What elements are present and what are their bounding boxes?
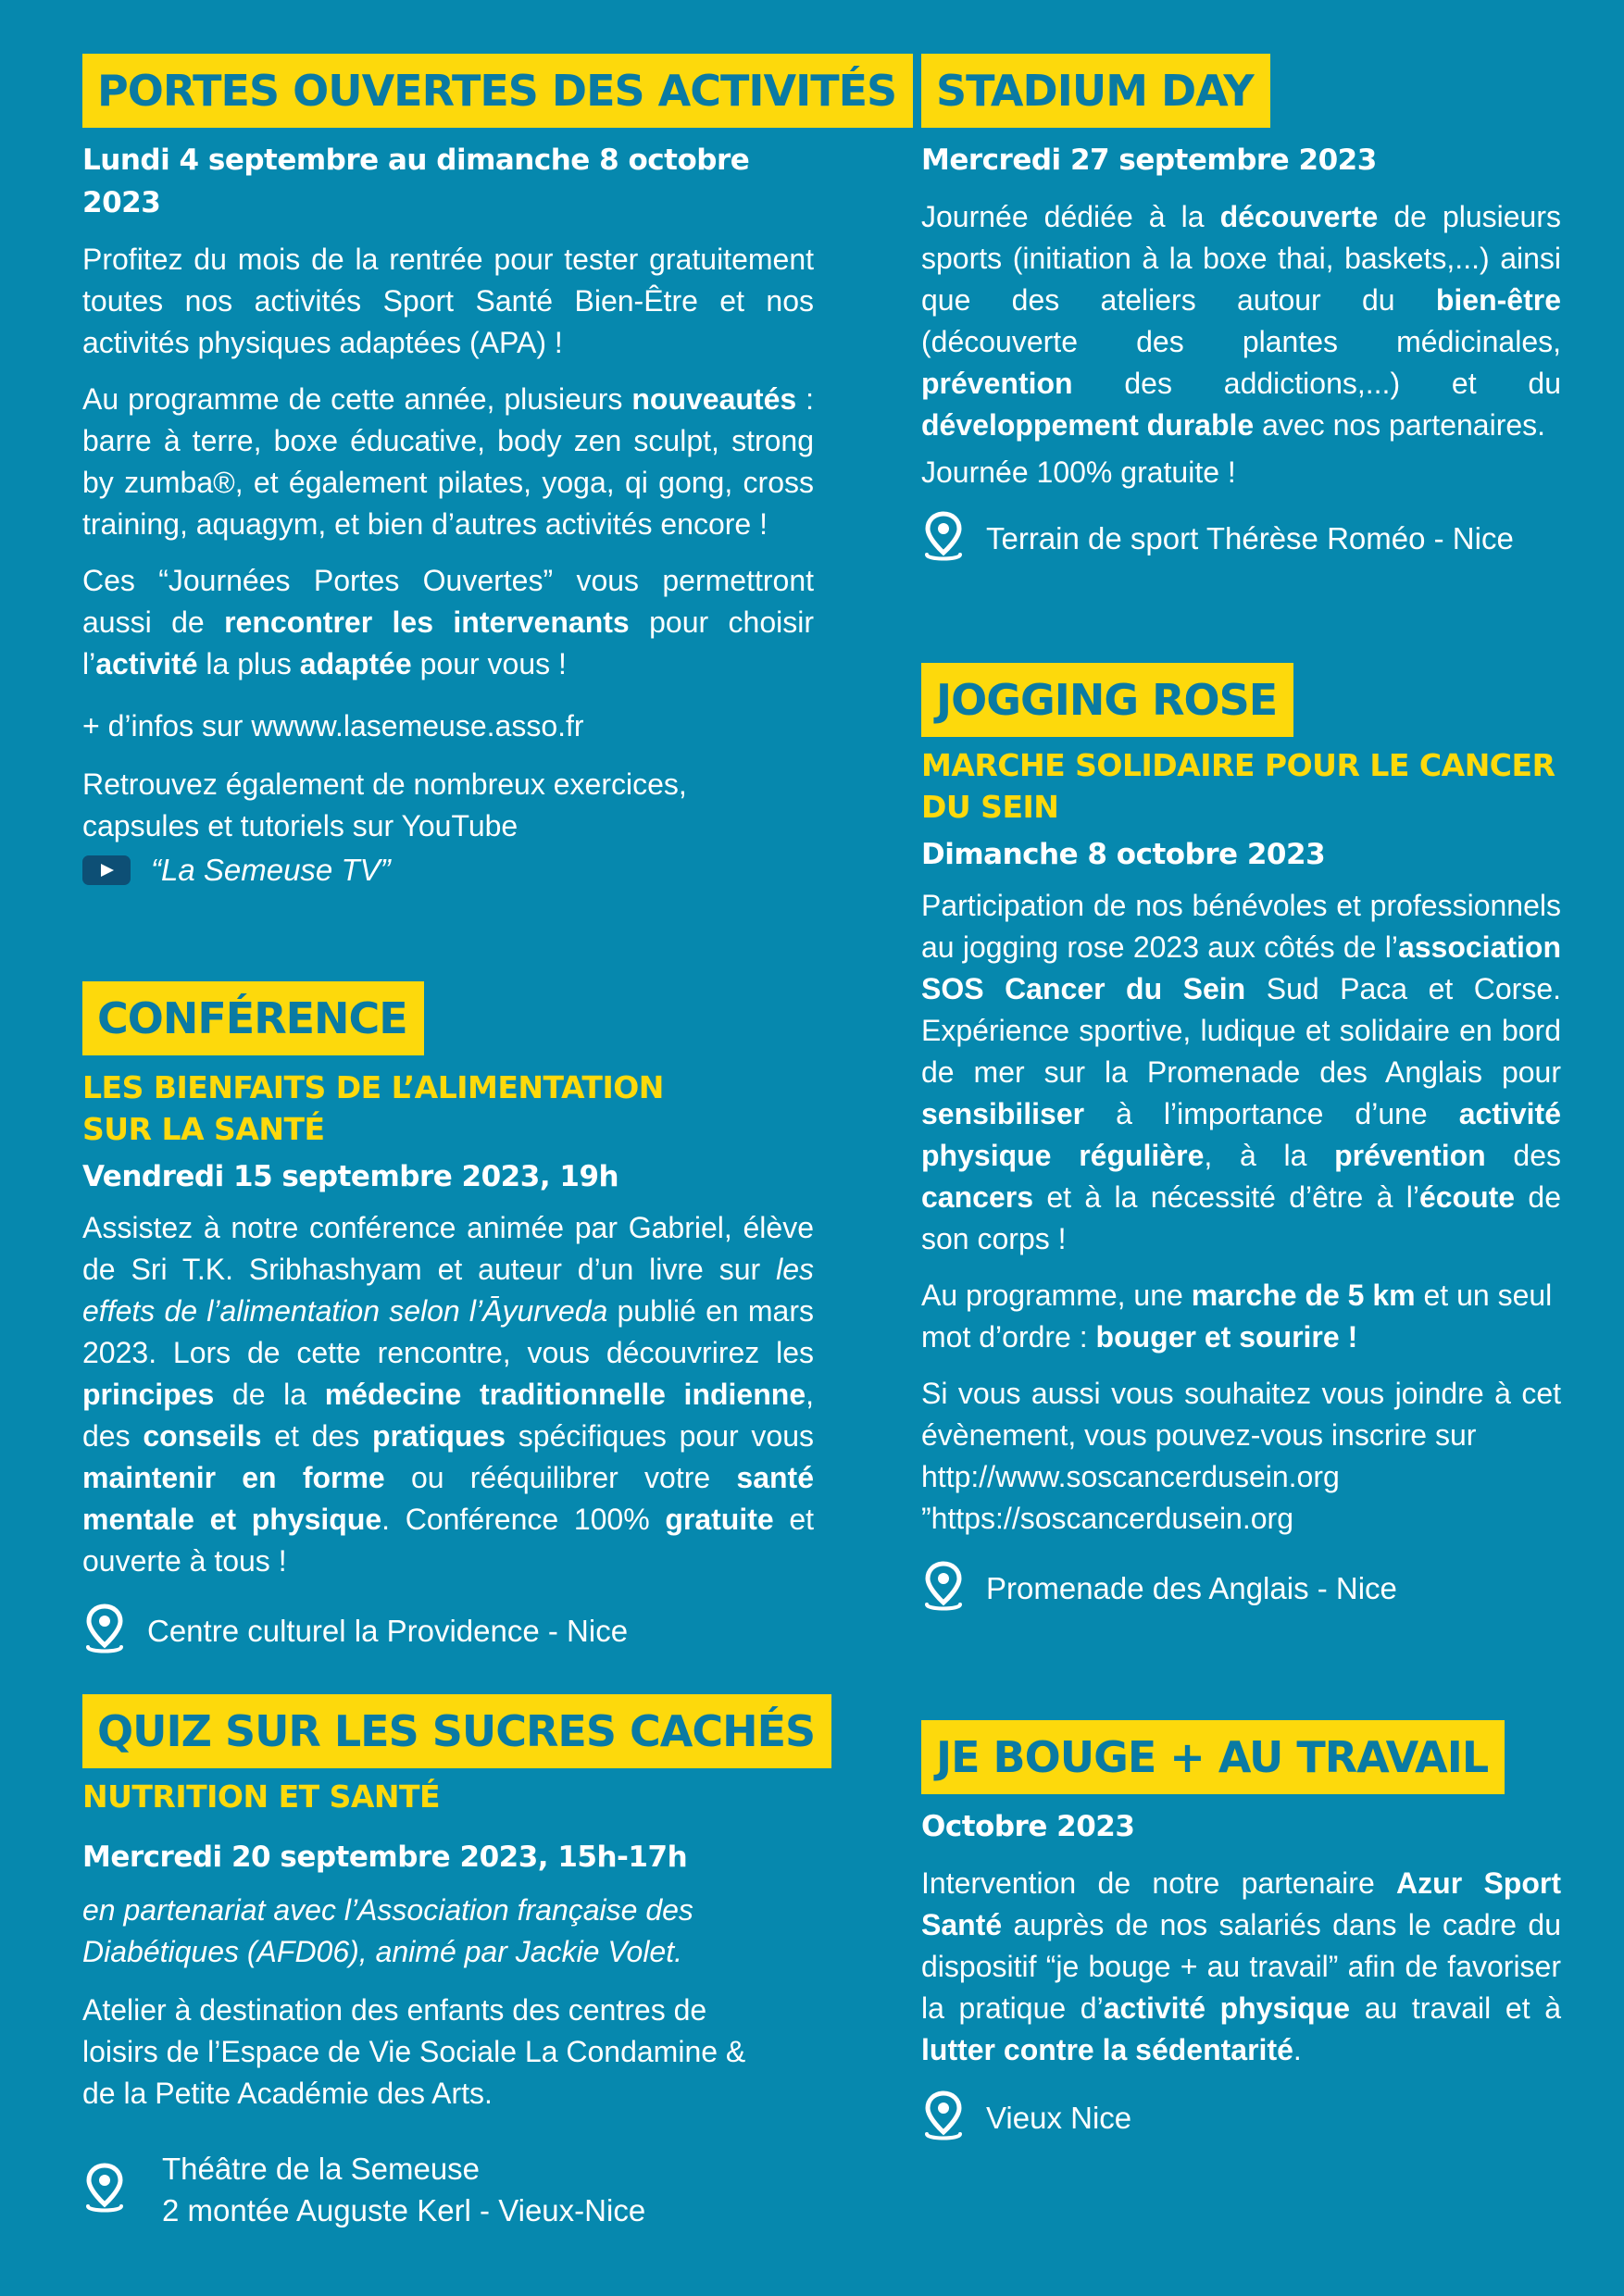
youtube-channel-name: “La Semeuse TV” xyxy=(151,853,391,887)
conference-paragraph: Assistez à notre conférence animée par Gabriel, élève de Sri T.K. Sribhashyam et auteur d’un livre sur les effets de l’alimentation selon l’Āyurveda publié en mars 2023. Lors de cette rencontre, vous découvrirez les principes de la médecine traditionnelle indienne, des conseils et des pratiques spécifiques pour vous maintenir en forme ou rééquilibrer votre santé mentale et physique. Conférence 100% gratuite et ouverte à tous ! xyxy=(82,1211,815,1578)
location-text: Vieux Nice xyxy=(986,2100,1132,2135)
youtube-play-icon xyxy=(82,855,131,885)
website-info-link[interactable]: + d’infos sur wwww.lasemeuse.asso.fr xyxy=(82,709,584,742)
event-date: Mercredi 27 septembre 2023 xyxy=(921,144,1377,177)
stadium-paragraph: Journée dédiée à la découverte de plusieurs sports (initiation à la boxe thai, baskets,...) ainsi que des ateliers autour du bien-être (découverte des plantes médicinales, prévention des addictions,...) et du développement durable avec nos partenaires. xyxy=(921,200,1562,442)
event-date: Mercredi 20 septembre 2023, 15h-17h xyxy=(82,1841,688,1874)
section-subtitle: NUTRITION ET SANTÉ xyxy=(82,1778,441,1815)
jogging-paragraph: Participation de nos bénévoles et professionnels au jogging rose 2023 aux côtés de l’association SOS Cancer du Sein Sud Paca et Corse. Expérience sportive, ludique et solidaire en bord de mer sur la Promenade des Anglais pour sensibiliser à l’importance d’une activité physique régulière, à la prévention des cancers et à la nécessité d’être à l’écoute de son corps ! xyxy=(921,889,1562,1255)
section-subtitle: LES BIENFAITS DE L’ALIMENTATION SUR LA SANTÉ xyxy=(82,1069,664,1147)
event-date: Dimanche 8 octobre 2023 xyxy=(921,838,1326,871)
youtube-channel-link[interactable] xyxy=(82,849,814,891)
event-location xyxy=(921,2090,1561,2145)
signup-link-2[interactable]: ”https://soscancerdusein.org xyxy=(921,1502,1293,1535)
location-pin-icon xyxy=(921,2090,966,2145)
event-location xyxy=(921,510,1561,566)
section-subtitle: MARCHE SOLIDAIRE POUR LE CANCER DU SEIN xyxy=(921,747,1555,825)
section-title-tag: QUIZ SUR LES SUCRES CACHÉS xyxy=(82,1694,831,1768)
location-pin-icon xyxy=(921,1560,966,1616)
location-text: Promenade des Anglais - Nice xyxy=(986,1570,1397,1605)
event-date: Octobre 2023 xyxy=(921,1810,1135,1843)
youtube-text: Retrouvez également de nombreux exercices, capsules et tutoriels sur YouTube xyxy=(82,767,687,842)
open-days-paragraph: Ces “Journées Portes Ouvertes” vous permettront aussi de rencontrer les intervenants pour choisir l’activité la plus adaptée pour vous ! xyxy=(82,564,815,680)
section-title-tag: PORTES OUVERTES DES ACTIVITÉS xyxy=(82,54,913,128)
location-pin-icon xyxy=(82,1603,127,1658)
location-pin-icon xyxy=(82,2162,127,2217)
partner-paragraph: en partenariat avec l’Association française des Diabétiques (AFD06), animé par Jackie Volet. xyxy=(82,1893,693,1968)
travail-paragraph: Intervention de notre partenaire Azur Sport Santé auprès de nos salariés dans le cadre du dispositif “je bouge + au travail” afin de favoriser la pratique d’activité physique au travail et à lutter contre la sédentarité. xyxy=(921,1866,1562,2066)
section-quiz xyxy=(82,1694,814,2231)
section-je-bouge-travail xyxy=(921,1720,1561,2145)
section-title-tag: CONFÉRENCE xyxy=(82,981,424,1055)
event-location xyxy=(82,2148,814,2231)
location-text: Théâtre de la Semeuse 2 montée Auguste Kerl - Vieux-Nice xyxy=(162,2152,646,2227)
workshop-paragraph: Atelier à destination des enfants des centres de loisirs de l’Espace de Vie Sociale La Condamine & de la Petite Académie des Arts. xyxy=(82,1993,746,2110)
program-paragraph: Au programme de cette année, plusieurs nouveautés : barre à terre, boxe éducative, body zen sculpt, strong by zumba®, et également pilates, yoga, qi gong, cross training, aquagym, et bien d’autres activités encore ! xyxy=(82,382,815,541)
location-text: Centre culturel la Providence - Nice xyxy=(147,1613,629,1648)
section-jogging-rose xyxy=(921,663,1561,1616)
section-title-tag: JOGGING ROSE xyxy=(921,663,1293,737)
section-stadium-day xyxy=(921,54,1561,566)
signup-paragraph: Si vous aussi vous souhaitez vous joindre à cet évènement, vous pouvez-vous inscrire sur xyxy=(921,1377,1561,1452)
event-location xyxy=(921,1560,1561,1616)
signup-link-1[interactable]: http://www.soscancerdusein.org xyxy=(921,1460,1340,1493)
section-title-tag: STADIUM DAY xyxy=(921,54,1270,128)
event-date: Vendredi 15 septembre 2023, 19h xyxy=(82,1160,619,1193)
section-conference xyxy=(82,981,814,1658)
intro-paragraph: Profitez du mois de la rentrée pour tester gratuitement toutes nos activités Sport Santé Bien-Être et nos activités physiques adaptées (APA) ! xyxy=(82,243,814,359)
location-text: Terrain de sport Thérèse Roméo - Nice xyxy=(986,520,1514,555)
section-title-tag: JE BOUGE + AU TRAVAIL xyxy=(921,1720,1505,1794)
event-date: Lundi 4 septembre au dimanche 8 octobre 2023 xyxy=(82,144,750,219)
event-location xyxy=(82,1603,814,1658)
free-day-text: Journée 100% gratuite ! xyxy=(921,455,1236,489)
section-portes-ouvertes xyxy=(82,54,897,891)
program-paragraph: Au programme, une marche de 5 km et un seul mot d’ordre : bouger et sourire ! xyxy=(921,1279,1553,1354)
location-pin-icon xyxy=(921,510,966,566)
